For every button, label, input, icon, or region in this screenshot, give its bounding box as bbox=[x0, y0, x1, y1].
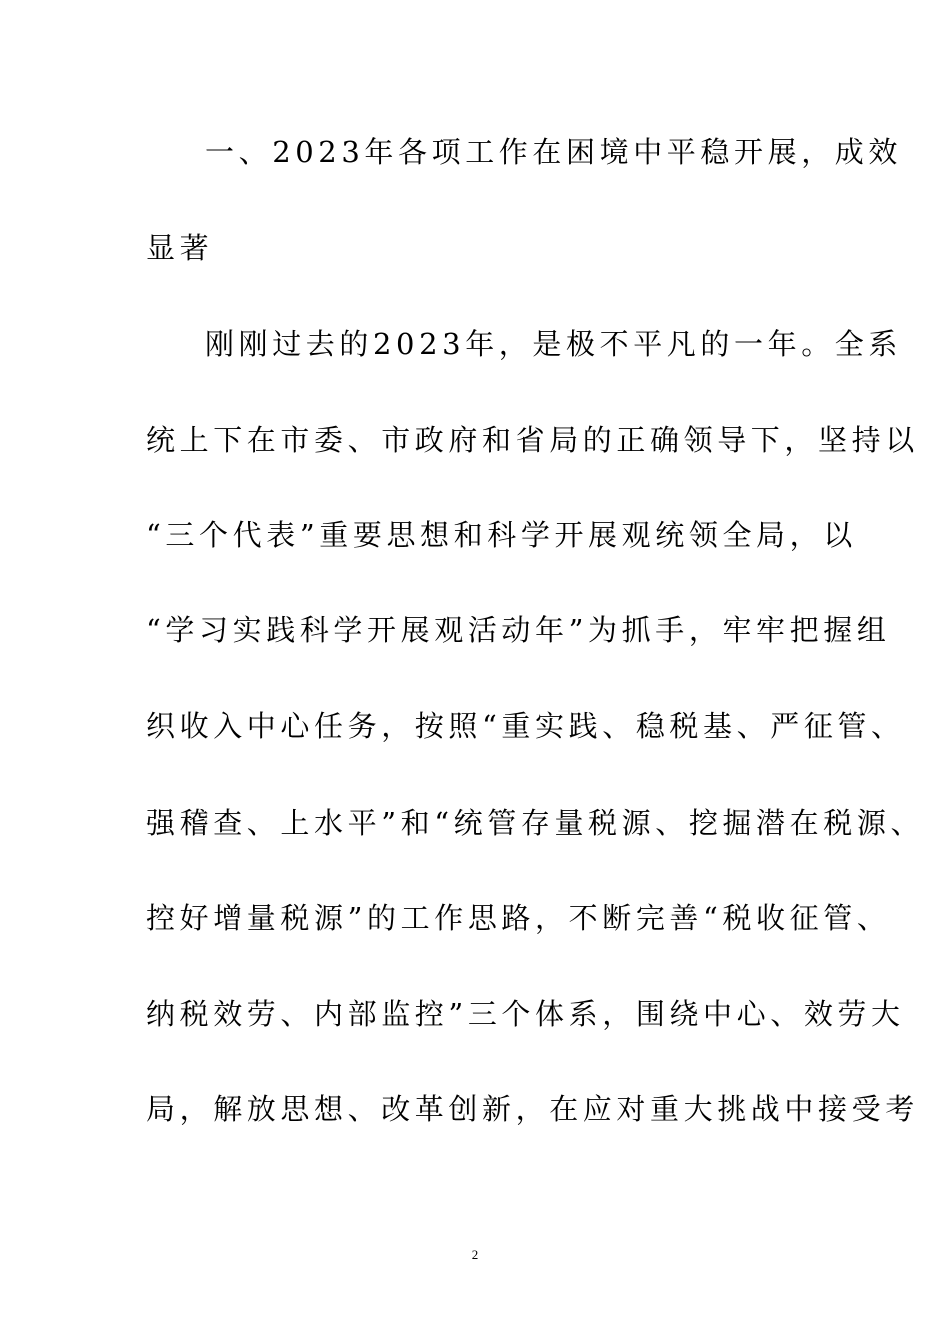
page-number: 2 bbox=[471, 1247, 479, 1262]
paragraph-line: 织收入中心任务，按照“重实践、稳税基、严征管、 bbox=[146, 709, 905, 743]
paragraph-line: 控好增量税源”的工作思路，不断完善“税收征管、 bbox=[146, 901, 891, 935]
paragraph-line: “学习实践科学开展观活动年”为抓手，牢牢把握组 bbox=[146, 613, 891, 647]
paragraph-line: 局，解放思想、改革创新，在应对重大挑战中接受考 bbox=[146, 1092, 919, 1126]
section-heading-line-2: 显著 bbox=[146, 231, 214, 265]
section-heading-line-1: 一、2023年各项工作在困境中平稳开展，成效 bbox=[205, 135, 903, 169]
paragraph-line: 统上下在市委、市政府和省局的正确领导下，坚持以 bbox=[146, 423, 919, 457]
paragraph-line: 强稽查、上水平”和“统管存量税源、挖掘潜在税源、 bbox=[146, 806, 925, 840]
paragraph-line: “三个代表”重要思想和科学开展观统领全局，以 bbox=[146, 518, 857, 552]
paragraph-line: 纳税效劳、内部监控”三个体系，围绕中心、效劳大 bbox=[146, 997, 905, 1031]
paragraph-line: 刚刚过去的2023年，是极不平凡的一年。全系 bbox=[205, 327, 903, 361]
